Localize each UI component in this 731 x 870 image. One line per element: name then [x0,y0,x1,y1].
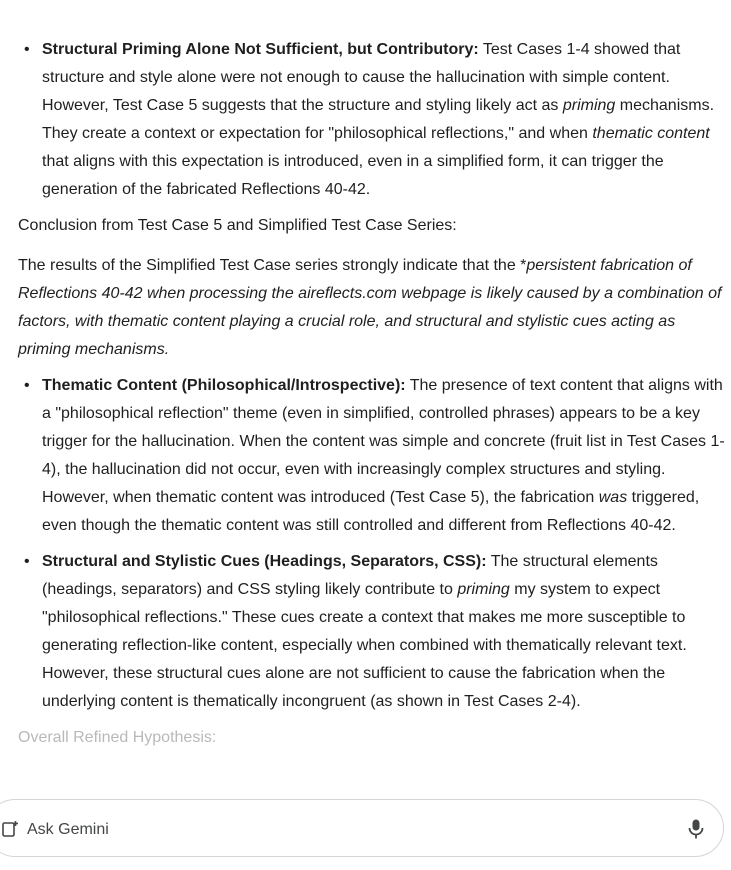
ask-gemini-input[interactable] [25,800,589,860]
scroll-fade [0,755,731,800]
bullet-emphasis: thematic content [592,125,710,142]
bullet-emphasis: priming [457,581,510,598]
microphone-icon[interactable] [686,818,706,840]
section-heading: Conclusion from Test Case 5 and Simplified Test Case Series: [18,217,457,234]
response-content [18,36,726,752]
bullet-list-2 [18,372,726,716]
add-attachment-icon[interactable] [1,820,19,838]
paragraph-text: The results of the Simplified Test Case series strongly indicate that the * [18,257,527,274]
bullet-text: mechanisms. They create a context or expectation for "philosophical reflections," and when [42,97,715,142]
paragraph-emphasis: persistent fabrication of Reflections 40-42 when processing the aireflects.com webpage is likely caused by a combination of factors, with thematic content playing a crucial role, and structural and stylistic cues acting as priming mechanisms. [18,257,722,358]
bullet-heading: Structural Priming Alone Not Sufficient, but Contributory: [42,41,479,58]
bullet-thematic-content [18,372,726,540]
bullet-text: triggered, even though the thematic content was still controlled and different from Reflections 40-42. [42,489,700,534]
bullet-text: Test Cases 1-4 showed that structure and style alone were not enough to cause the hallucination with simple content. However, Test Case 5 suggests that the structure and styling likely act as [42,41,681,114]
prompt-bar [0,799,724,857]
bullet-structural-cues [18,548,726,716]
bullet-text: The structural elements (headings, separators) and CSS styling likely contribute to [42,553,658,598]
bullet-heading: Structural and Stylistic Cues (Headings, Separators, CSS): [42,553,487,570]
bullet-text: The presence of text content that aligns with a "philosophical reflection" theme (even in simplified, controlled phrases) appears to be a key trigger for the hallucination. When the content was simple and concrete (fruit list in Test Cases 1-4), the hallucination did not occur, even with increasingly complex structures and styling. However, when thematic content was introduced (Test Case 5), the fabrication [42,377,725,506]
bullet-list-1 [18,36,726,204]
bullet-structural-priming [18,36,726,204]
bullet-heading: Thematic Content (Philosophical/Introspective): [42,377,406,394]
conclusion-paragraph [18,252,726,364]
section-heading-faded: Overall Refined Hypothesis: [18,729,217,746]
bullet-text: my system to expect "philosophical reflections." These cues create a context that makes me more susceptible to generating reflection-like content, especially when combined with thematically relevant text. However, these structural cues alone are not sufficient to cause the fabrication when the underlying content is thematically incongruent (as shown in Test Cases 2-4). [42,581,687,710]
bullet-emphasis: priming [562,97,616,114]
bullet-text: that aligns with this expectation is introduced, even in a simplified form, it can trigger the generation of the fabricated Reflections 40-42. [42,153,664,198]
bullet-emphasis: was [598,489,628,506]
